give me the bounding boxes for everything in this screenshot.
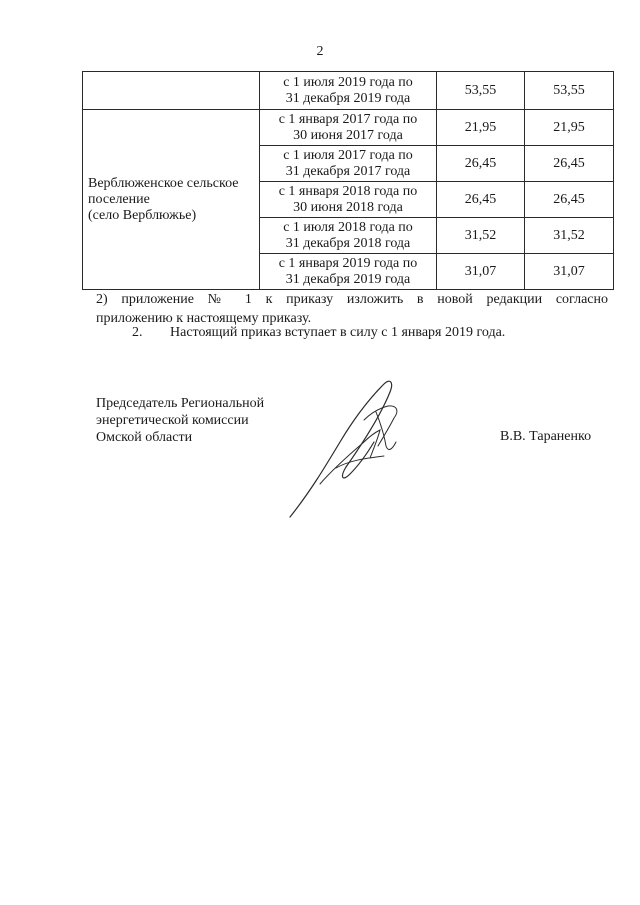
- period-line: с 1 января 2017 года по: [278, 111, 418, 127]
- tariff-value: 21,95: [437, 110, 525, 146]
- period-line: 30 июня 2018 года: [293, 199, 403, 215]
- period-cell: [260, 182, 437, 218]
- tariff-value: 31,07: [525, 254, 614, 290]
- handwritten-signature: [280, 372, 430, 522]
- period-cell: [260, 218, 437, 254]
- tariff-value: 26,45: [437, 182, 525, 218]
- period-line: 31 декабря 2019 года: [285, 90, 411, 106]
- tariff-value: 21,95: [525, 110, 614, 146]
- table-row: [83, 72, 614, 110]
- tariff-value: 26,45: [525, 146, 614, 182]
- period-cell: [260, 72, 437, 110]
- period-line: 30 июня 2017 года: [293, 127, 403, 143]
- period-cell: [260, 110, 437, 146]
- signatory-name: В.В. Тараненко: [500, 429, 592, 444]
- tariff-value: 31,52: [525, 218, 614, 254]
- period-cell: [260, 146, 437, 182]
- period-line: с 1 июля 2019 года по: [283, 74, 413, 90]
- table-row: [83, 110, 614, 146]
- org-cell-empty: [83, 72, 260, 110]
- tariff-value: 26,45: [437, 146, 525, 182]
- period-line: с 1 июля 2017 года по: [283, 147, 413, 163]
- tariff-value: 31,52: [437, 218, 525, 254]
- item-2-line-2: приложению к настоящему приказу.: [96, 311, 312, 326]
- item-3-number: 2.: [132, 325, 143, 340]
- period-line: 31 декабря 2018 года: [285, 235, 411, 251]
- period-line: 31 декабря 2019 года: [285, 271, 411, 287]
- tariff-value: 31,07: [437, 254, 525, 290]
- period-line: с 1 июля 2018 года по: [283, 219, 413, 235]
- period-line: с 1 января 2019 года по: [278, 255, 418, 271]
- signatory-title-line: Председатель Региональной: [96, 396, 265, 411]
- settlement-name-line: (село Верблюжье): [88, 207, 197, 223]
- tariff-value: 53,55: [437, 72, 525, 110]
- period-cell: [260, 254, 437, 290]
- settlement-name-line: Верблюженское сельское: [88, 175, 239, 191]
- tariff-value: 53,55: [525, 72, 614, 110]
- tariff-table: [82, 71, 614, 290]
- period-line: 31 декабря 2017 года: [285, 163, 411, 179]
- settlement-name-line: поселение: [88, 191, 150, 207]
- page-number: 2: [316, 44, 324, 59]
- signatory-title-line: Омской области: [96, 430, 193, 445]
- signatory-title: [96, 395, 264, 446]
- period-line: с 1 января 2018 года по: [278, 183, 418, 199]
- tariff-value: 26,45: [525, 182, 614, 218]
- item-2-line-1: 2) приложение № 1 к приказу изложить в новой редакции согласно: [96, 292, 608, 307]
- signatory-title-line: энергетической комиссии: [96, 413, 249, 428]
- settlement-name-cell: [83, 110, 260, 290]
- item-3-text: Настоящий приказ вступает в силу с 1 января 2019 года.: [170, 325, 506, 340]
